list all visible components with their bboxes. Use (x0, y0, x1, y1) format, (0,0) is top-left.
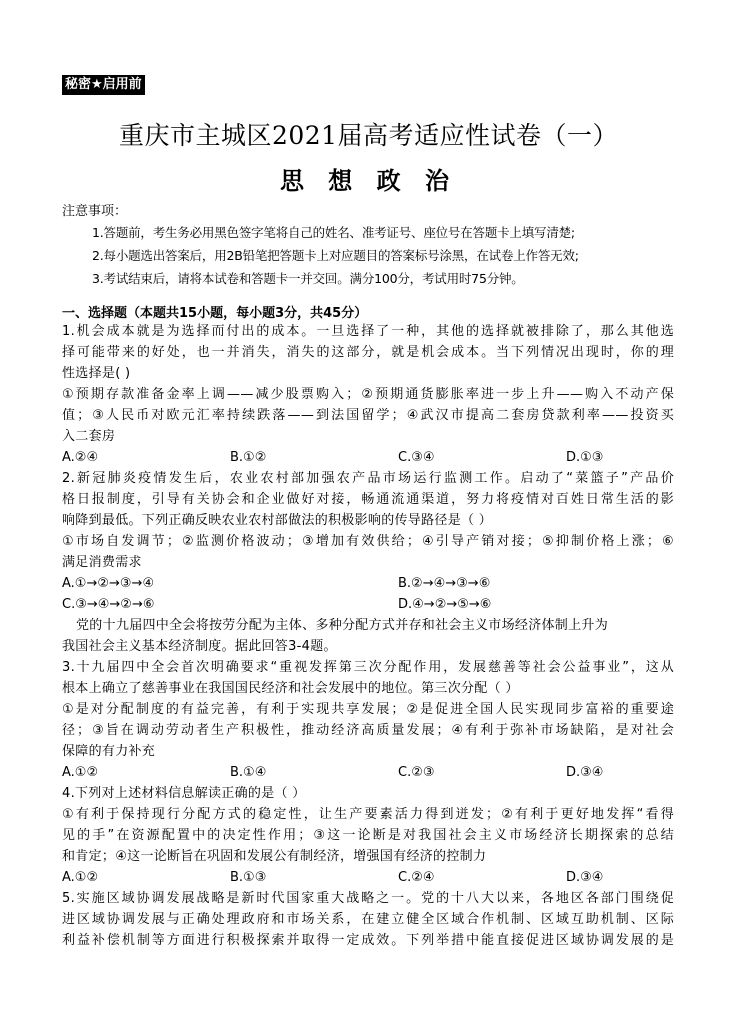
section-heading: 一、选择题（本题共15小题，每小题3分，共45分） (62, 306, 368, 321)
question-2-option-b: B.②→④→③→⑥ (398, 576, 491, 591)
question-2-line: 2.新冠肺炎疫情发生后，农业农村部加强农产品市场运行监测工作。启动了“菜篮子”产品价 (62, 471, 674, 486)
question-3-option-a: A.①② (62, 765, 99, 780)
question-3-line: 保障的有力补充 (62, 744, 156, 759)
question-1-option-a: A.②④ (62, 450, 99, 465)
exam-title: 重庆市主城区2021届高考适应性试卷（一） (118, 121, 619, 150)
question-1-line: 值；③人民币对欧元汇率持续跌落——到法国留学；④武汉市提高二套房贷款利率——投资买 (62, 408, 674, 423)
question-2-line: 响降到最低。下列正确反映农业农村部做法的积极影响的传导路径是（ ） (62, 513, 493, 528)
question-1-line: 择可能带来的好处，也一并消失，消失的这部分，就是机会成本。当下列情况出现时，你的理 (62, 345, 674, 360)
question-2-option-c: C.③→④→②→⑥ (62, 597, 155, 612)
question-1-line: ①预期存款准备金率上调——减少股票购入；②预期通货膨胀率进一步上升——购入不动产保 (62, 387, 674, 402)
question-1-line: 性选择是( ) (62, 366, 131, 381)
question-4-option-c: C.②④ (398, 870, 435, 885)
subject-title: 思 想 政 治 (279, 167, 458, 195)
question-4-option-a: A.①② (62, 870, 99, 885)
question-4-option-d: D.③④ (566, 870, 604, 885)
material-line: 我国社会主义基本经济制度。据此回答3-4题。 (62, 639, 337, 654)
question-2-line: 满足消费需求 (62, 555, 142, 570)
notes-heading: 注意事项： (62, 204, 128, 219)
question-5-line: 进区域协调发展与正确处理政府和市场关系，在建立健全区域合作机制、区域互助机制、区际 (62, 912, 674, 927)
question-2-option-d: D.④→②→⑤→⑥ (398, 597, 492, 612)
note-item: 1.答题前，考生务必用黑色签字笔将自己的姓名、准考证号、座位号在答题卡上填写清楚; (92, 225, 575, 240)
material-line: 党的十九届四中全会将按劳分配为主体、多种分配方式并存和社会主义市场经济体制上升为 (76, 618, 609, 633)
question-3-line: ①是对分配制度的有益完善，有利于实现共享发展；②是促进全国人民实现同步富裕的重要途 (62, 702, 674, 717)
question-3-option-d: D.③④ (566, 765, 604, 780)
question-3-option-b: B.①④ (230, 765, 267, 780)
question-2-line: ①市场自发调节；②监测价格波动；③增加有效供给；④引导产销对接；⑤抑制价格上涨；⑥ (62, 534, 674, 549)
question-4-line: ①有利于保持现行分配方式的稳定性，让生产要素活力得到迸发；②有利于更好地发挥“看得 (62, 807, 674, 822)
question-3-option-c: C.②③ (398, 765, 435, 780)
question-1-option-b: B.①② (230, 450, 267, 465)
question-4-line: 见的手”在资源配置中的决定性作用；③这一论断是对我国社会主义市场经济长期探索的总结 (62, 828, 674, 843)
question-4-line: 4.下列对上述材料信息解读正确的是（ ） (62, 786, 306, 801)
question-4-option-b: B.①③ (230, 870, 267, 885)
note-item: 3.考试结束后，请将本试卷和答题卡一并交回。满分100分，考试用时75分钟。 (92, 271, 524, 286)
question-1-line: 1.机会成本就是为选择而付出的成本。一旦选择了一种，其他的选择就被排除了，那么其他选 (62, 324, 674, 339)
note-item: 2.每小题选出答案后，用2B铅笔把答题卡上对应题目的答案标号涂黑，在试卷上作答无效; (92, 248, 579, 263)
question-5-line: 5.实施区域协调发展战略是新时代国家重大战略之一。党的十八大以来，各地区各部门围绕促 (62, 891, 674, 906)
question-1-option-d: D.①③ (566, 450, 604, 465)
question-3-line: 根本上确立了慈善事业在我国国民经济和社会发展中的地位。第三次分配（ ） (62, 681, 519, 696)
question-2-line: 格日报制度，引导有关协会和企业做好对接，畅通流通渠道，努力将疫情对百姓日常生活的影 (62, 492, 674, 507)
question-1-line: 入二套房 (62, 429, 116, 444)
question-3-line: 径；③旨在调动劳动者生产积极性，推动经济高质量发展；④有利于弥补市场缺陷，是对社会 (62, 723, 674, 738)
question-1-option-c: C.③④ (398, 450, 435, 465)
question-4-line: 和肯定；④这一论断旨在巩固和发展公有制经济，增强国有经济的控制力 (62, 849, 487, 864)
question-3-line: 3.十九届四中全会首次明确要求“重视发挥第三次分配作用，发展慈善等社会公益事业”，这从 (62, 660, 674, 675)
question-2-option-a: A.①→②→③→④ (62, 576, 155, 591)
confidential-badge: 秘密★启用前 (62, 75, 145, 95)
question-5-line: 利益补偿机制等方面进行积极探索并取得一定成效。下列举措中能直接促进区域协调发展的是 (62, 933, 674, 948)
